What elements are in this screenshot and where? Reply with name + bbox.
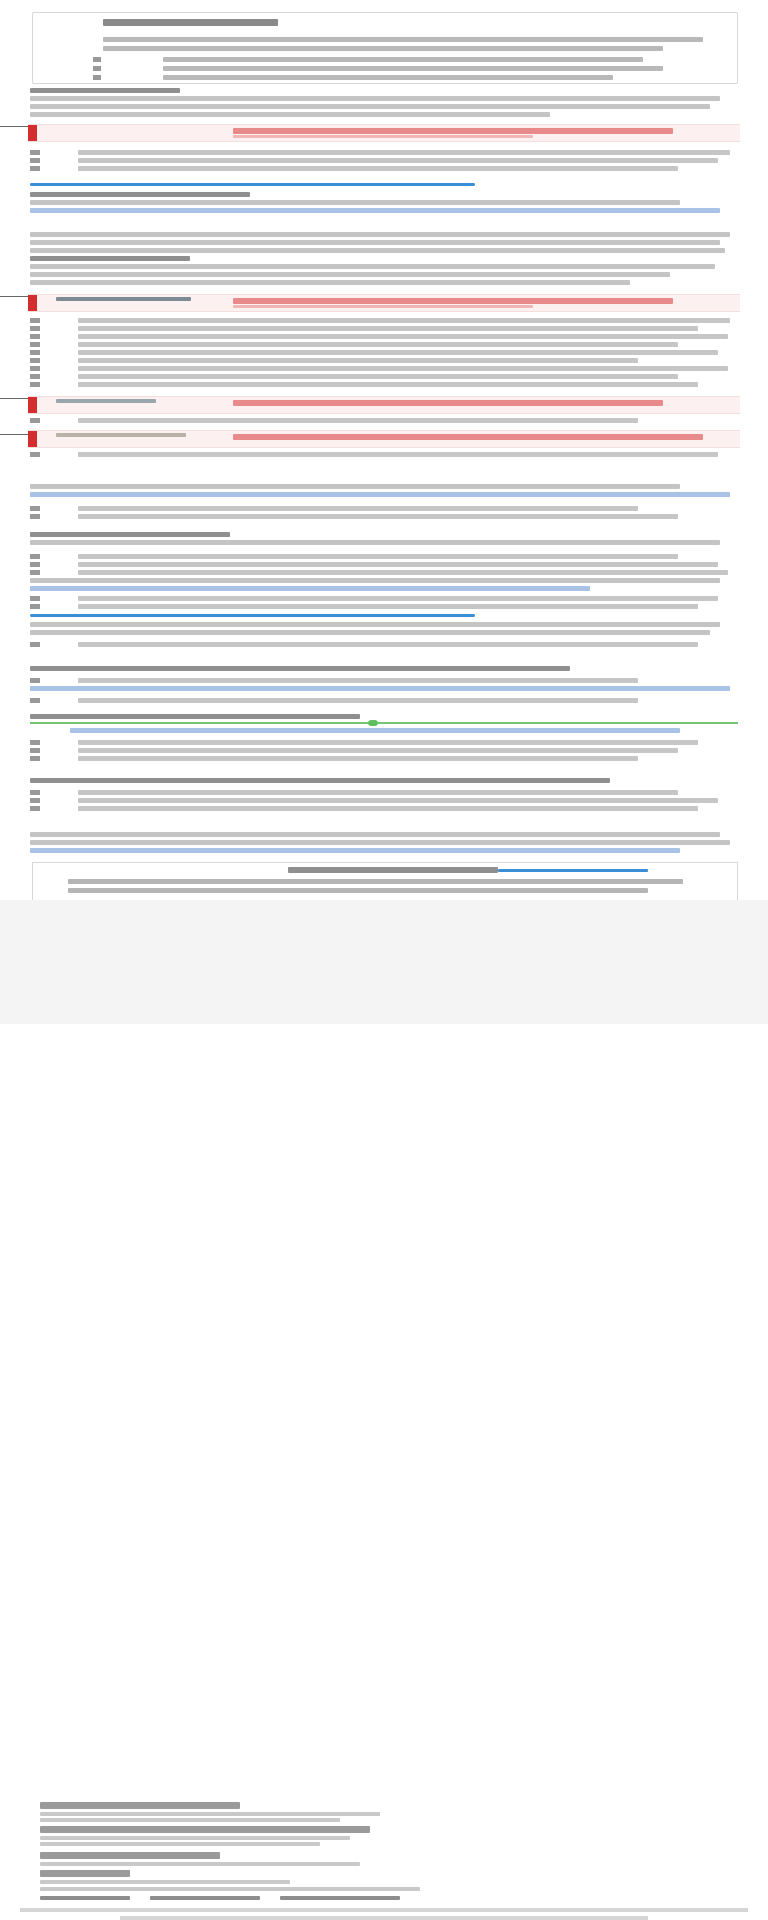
numbered-list xyxy=(30,594,730,610)
paragraph-line xyxy=(30,104,710,109)
list-number xyxy=(30,596,40,601)
paragraph-link[interactable] xyxy=(30,686,730,691)
list-number xyxy=(30,158,40,163)
list-number xyxy=(30,350,40,355)
list-item xyxy=(30,340,730,348)
list-item xyxy=(30,316,730,324)
paragraph xyxy=(30,778,730,786)
list-number xyxy=(30,366,40,371)
list-item xyxy=(30,552,730,560)
list-item xyxy=(30,164,730,172)
list-item-text xyxy=(78,382,698,387)
page-footer xyxy=(0,900,768,1024)
numbered-list xyxy=(30,416,730,424)
paragraph-line xyxy=(30,272,670,277)
paragraph-line xyxy=(30,88,180,93)
list-number xyxy=(30,334,40,339)
paragraph xyxy=(30,532,730,548)
list-item xyxy=(30,804,730,812)
list-item xyxy=(30,676,730,684)
margin-marker xyxy=(0,434,28,435)
list-number xyxy=(30,554,40,559)
card-heading xyxy=(288,867,498,873)
paragraph xyxy=(30,578,730,594)
footer-button[interactable] xyxy=(150,1896,260,1900)
footer-section-heading xyxy=(40,1826,370,1833)
paragraph-line xyxy=(30,840,730,845)
info-card xyxy=(32,862,738,900)
list-item-text xyxy=(78,596,718,601)
list-item xyxy=(30,356,730,364)
list-item xyxy=(30,504,730,512)
summary-item xyxy=(163,57,643,62)
list-number xyxy=(30,798,40,803)
footer-link[interactable] xyxy=(40,1887,420,1891)
list-item-text xyxy=(78,342,678,347)
list-item xyxy=(30,416,730,424)
numbered-list xyxy=(30,788,730,812)
paragraph-line xyxy=(30,630,710,635)
list-item xyxy=(30,788,730,796)
paragraph-line xyxy=(30,264,715,269)
footer-link[interactable] xyxy=(40,1818,340,1822)
margin-marker xyxy=(0,398,28,399)
list-item-text xyxy=(78,158,718,163)
paragraph-line xyxy=(30,832,720,837)
list-item xyxy=(30,746,730,754)
paragraph-line xyxy=(30,256,190,261)
footer-link[interactable] xyxy=(40,1862,360,1866)
summary-line xyxy=(103,37,703,42)
highlight-chip xyxy=(56,433,186,437)
list-item xyxy=(30,640,730,648)
footer-button[interactable] xyxy=(40,1896,130,1900)
list-item xyxy=(30,372,730,380)
paragraph-line xyxy=(30,96,720,101)
highlighted-row-text xyxy=(233,434,703,440)
list-item-text xyxy=(78,554,678,559)
card-link[interactable] xyxy=(498,869,648,872)
list-item xyxy=(30,602,730,610)
list-number xyxy=(30,326,40,331)
list-item xyxy=(30,324,730,332)
list-item xyxy=(30,512,730,520)
list-item-text xyxy=(78,334,728,339)
list-number xyxy=(30,756,40,761)
card-line xyxy=(68,888,648,893)
paragraph-line xyxy=(30,540,720,545)
paragraph-line xyxy=(30,532,230,537)
list-number xyxy=(30,506,40,511)
list-item xyxy=(30,738,730,746)
list-item-text xyxy=(78,366,728,371)
paragraph-link[interactable] xyxy=(70,728,680,733)
paragraph-line xyxy=(30,232,730,237)
highlighted-row-text xyxy=(233,400,663,406)
paragraph-line xyxy=(30,622,720,627)
paragraph-line xyxy=(30,578,720,583)
list-item-text xyxy=(78,150,730,155)
paragraph-line xyxy=(30,192,250,197)
list-number xyxy=(30,452,40,457)
footer-section-heading xyxy=(40,1852,220,1859)
footer-section-heading xyxy=(40,1802,240,1809)
list-item-text xyxy=(78,678,638,683)
paragraph-link[interactable] xyxy=(30,848,680,853)
paragraph xyxy=(30,714,730,722)
numbered-list xyxy=(30,148,730,172)
list-number xyxy=(30,562,40,567)
list-item-text xyxy=(78,350,718,355)
list-item xyxy=(30,754,730,762)
paragraph-link[interactable] xyxy=(30,492,730,497)
highlighted-row xyxy=(28,294,740,312)
footer-note xyxy=(20,1908,748,1912)
list-number xyxy=(30,150,40,155)
footer-link[interactable] xyxy=(40,1836,350,1840)
list-number xyxy=(30,678,40,683)
list-item-text xyxy=(78,604,698,609)
highlight-marker xyxy=(28,397,37,413)
list-number xyxy=(30,514,40,519)
list-item xyxy=(30,148,730,156)
list-item-text xyxy=(78,698,638,703)
paragraph-line xyxy=(30,280,630,285)
numbered-list xyxy=(30,504,730,520)
highlight-marker xyxy=(28,431,37,447)
paragraph xyxy=(30,728,730,736)
list-item-text xyxy=(78,740,698,745)
summary-box xyxy=(32,12,738,84)
list-number xyxy=(30,342,40,347)
numbered-list xyxy=(30,640,730,648)
list-number xyxy=(30,806,40,811)
list-number xyxy=(30,698,40,703)
footer-button[interactable] xyxy=(280,1896,400,1900)
highlight-chip xyxy=(56,297,191,301)
numbered-list xyxy=(30,316,730,388)
list-item xyxy=(30,696,730,704)
footer-link[interactable] xyxy=(40,1842,320,1846)
list-item-text xyxy=(78,506,638,511)
list-item xyxy=(30,568,730,576)
list-item-text xyxy=(78,326,698,331)
list-number xyxy=(30,570,40,575)
paragraph xyxy=(30,686,730,694)
highlight-marker xyxy=(28,125,37,141)
summary-number xyxy=(93,75,101,80)
highlighted-row-text xyxy=(233,128,673,134)
list-item-text xyxy=(78,790,678,795)
list-number xyxy=(30,166,40,171)
list-item-text xyxy=(78,374,678,379)
list-item xyxy=(30,380,730,388)
list-item-text xyxy=(78,452,718,457)
footer-link[interactable] xyxy=(40,1880,290,1884)
paragraph-link[interactable] xyxy=(30,208,720,213)
divider-marker xyxy=(368,720,378,726)
list-item xyxy=(30,594,730,602)
list-item xyxy=(30,560,730,568)
margin-marker xyxy=(0,296,28,297)
list-item-text xyxy=(78,570,728,575)
list-number xyxy=(30,318,40,323)
list-number xyxy=(30,748,40,753)
list-item-text xyxy=(78,514,678,519)
list-number xyxy=(30,418,40,423)
link-rule xyxy=(30,183,475,186)
paragraph xyxy=(30,666,730,674)
highlight-chip xyxy=(56,399,156,403)
list-number xyxy=(30,790,40,795)
summary-number xyxy=(93,66,101,71)
list-number xyxy=(30,604,40,609)
numbered-list xyxy=(30,552,730,576)
link-rule xyxy=(30,614,475,617)
highlighted-row-subtext xyxy=(233,135,533,138)
list-number xyxy=(30,374,40,379)
list-item-text xyxy=(78,358,638,363)
paragraph xyxy=(30,232,730,288)
paragraph xyxy=(30,192,730,216)
highlighted-row xyxy=(28,430,740,448)
numbered-list xyxy=(30,450,730,458)
paragraph xyxy=(30,484,730,500)
highlighted-row xyxy=(28,124,740,142)
footer-note xyxy=(120,1916,648,1920)
list-item-text xyxy=(78,798,718,803)
list-item-text xyxy=(78,562,718,567)
paragraph-link[interactable] xyxy=(30,586,590,591)
list-item-text xyxy=(78,166,678,171)
summary-line xyxy=(103,46,663,51)
list-item-text xyxy=(78,748,678,753)
list-number xyxy=(30,740,40,745)
numbered-list xyxy=(30,738,730,762)
footer-section-heading xyxy=(40,1870,130,1877)
highlighted-row-subtext xyxy=(233,305,533,308)
paragraph xyxy=(30,622,730,638)
list-item xyxy=(30,796,730,804)
numbered-list xyxy=(30,676,730,684)
paragraph-line xyxy=(30,240,720,245)
paragraph-line xyxy=(30,714,360,719)
highlight-marker xyxy=(28,295,37,311)
summary-number xyxy=(93,57,101,62)
list-item-text xyxy=(78,318,730,323)
list-number xyxy=(30,358,40,363)
paragraph-line xyxy=(30,666,570,671)
card-line xyxy=(68,879,683,884)
paragraph-line xyxy=(30,248,725,253)
list-item xyxy=(30,450,730,458)
list-number xyxy=(30,382,40,387)
paragraph-line xyxy=(30,112,550,117)
list-item-text xyxy=(78,418,638,423)
summary-item xyxy=(163,75,613,80)
section-divider xyxy=(30,722,738,724)
highlighted-row-text xyxy=(233,298,673,304)
list-number xyxy=(30,642,40,647)
paragraph-line xyxy=(30,484,680,489)
footer-link[interactable] xyxy=(40,1812,380,1816)
paragraph xyxy=(30,832,730,856)
highlighted-row xyxy=(28,396,740,414)
document-body xyxy=(0,0,768,900)
summary-item xyxy=(163,66,663,71)
margin-marker xyxy=(0,126,28,127)
list-item xyxy=(30,156,730,164)
numbered-list xyxy=(30,696,730,704)
list-item xyxy=(30,364,730,372)
summary-heading xyxy=(103,19,278,26)
paragraph-line xyxy=(30,778,610,783)
paragraph-line xyxy=(30,200,680,205)
list-item xyxy=(30,332,730,340)
list-item-text xyxy=(78,806,698,811)
paragraph xyxy=(30,88,730,120)
list-item xyxy=(30,348,730,356)
list-item-text xyxy=(78,756,638,761)
list-item-text xyxy=(78,642,698,647)
